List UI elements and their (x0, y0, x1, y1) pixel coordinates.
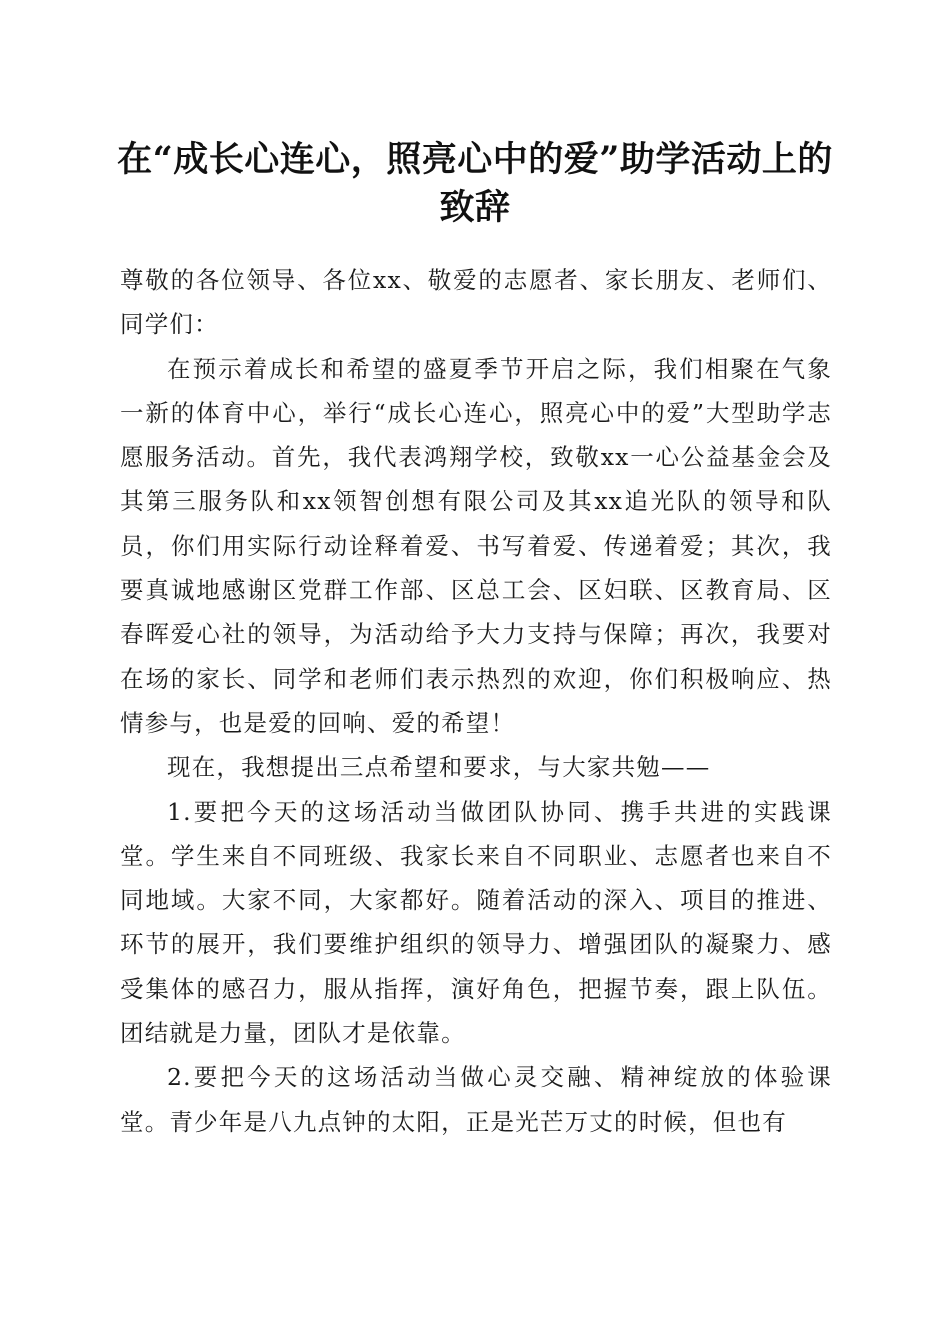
paragraph-point-2: 2.要把今天的这场活动当做心灵交融、精神绽放的体验课堂。青少年是八九点钟的太阳，正是光芒万丈的时候，但也有 (120, 1063, 832, 1136)
document-body (120, 258, 832, 1144)
paragraph-point-1: 1.要把今天的这场活动当做团队协同、携手共进的实践课堂。学生来自不同班级、我家长来自不同职业、志愿者也来自不同地域。大家不同，大家都好。随着活动的深入、项目的推进、环节的展开，我们要维护组织的领导力、增强团队的凝聚力、感受集体的感召力，服从指挥，演好角色，把握节奏，跟上队伍。团结就是力量，团队才是依靠。 (120, 797, 832, 1048)
document-title: 在“成长心连心，照亮心中的爱”助学活动上的致辞 (117, 139, 833, 228)
salutation: 尊敬的各位领导、各位xx、敬爱的志愿者、家长朋友、老师们、同学们： (120, 266, 832, 339)
paragraph-opening: 在预示着成长和希望的盛夏季节开启之际，我们相聚在气象一新的体育中心，举行“成长心连心，照亮心中的爱”大型助学志愿服务活动。首先，我代表鸿翔学校，致敬xx一心公益基金会及其第三服务队和xx领智创想有限公司及其xx追光队的领导和队员，你们用实际行动诠释着爱、书写着爱、传递着爱；其次，我要真诚地感谢区党群工作部、区总工会、区妇联、区教育局、区春晖爱心社的领导，为活动给予大力支持与保障；再次，我要对在场的家长、同学和老师们表示热烈的欢迎，你们积极响应、热情参与，也是爱的回响、爱的希望！ (120, 354, 832, 737)
paragraph-transition: 现在，我想提出三点希望和要求，与大家共勉—— (167, 753, 711, 782)
